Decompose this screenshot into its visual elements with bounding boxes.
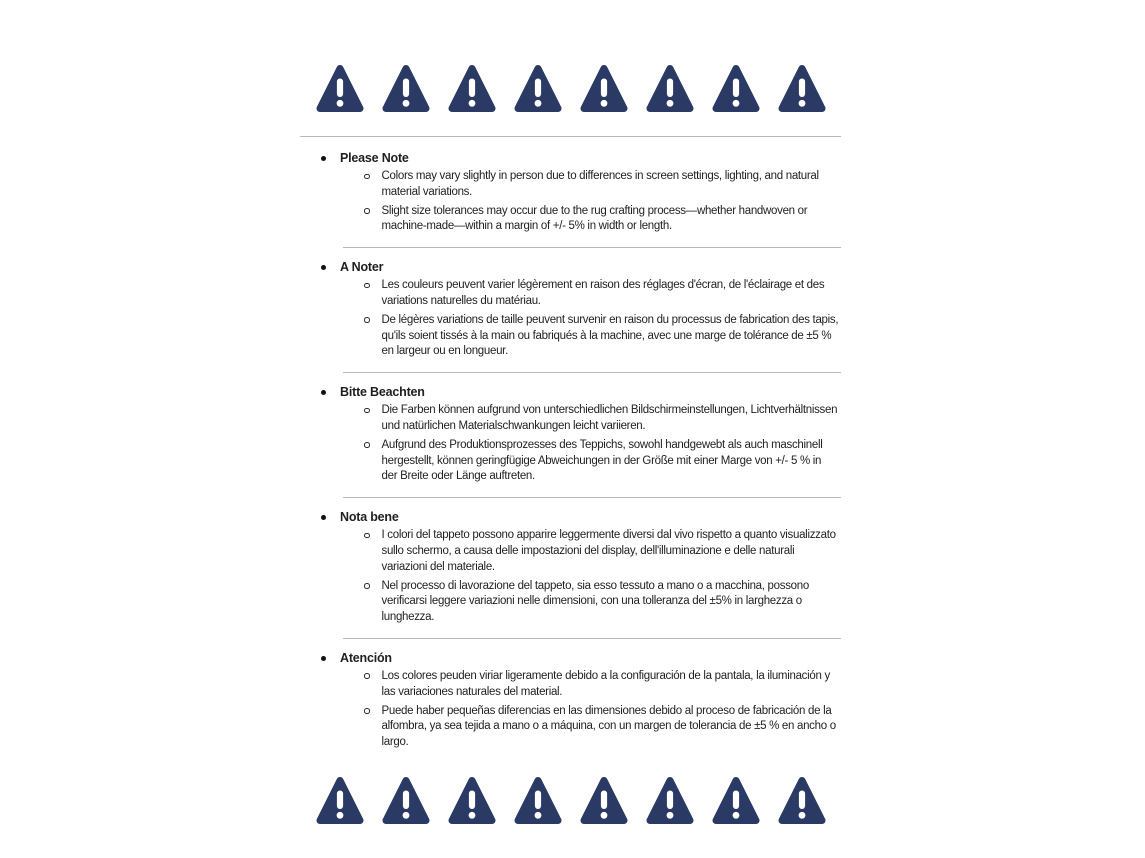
note-text: Colors may vary slightly in person due to differences in screen settings, lighting, and natural material variations. <box>381 170 819 198</box>
circle-bullet-icon <box>364 283 370 289</box>
bullet-icon <box>321 515 326 520</box>
warning-triangle-icon <box>646 62 694 115</box>
bullet-icon <box>321 265 326 270</box>
note-section-german <box>300 385 841 488</box>
warning-triangle-icon <box>448 62 496 115</box>
warning-triangle-icon <box>382 62 430 115</box>
circle-bullet-icon <box>364 208 370 214</box>
circle-bullet-icon <box>364 673 370 679</box>
note-text: Die Farben können aufgrund von unterschiedlichen Bildschirmeinstellungen, Lichtverhältnissen und natürlichen Materialschwankungen leicht variieren. <box>381 404 838 432</box>
section-divider <box>343 638 841 639</box>
note-section-english <box>300 151 841 238</box>
notice-document <box>300 0 841 827</box>
section-heading: Please Note <box>340 151 409 165</box>
circle-bullet-icon <box>364 533 370 539</box>
circle-bullet-icon <box>364 317 370 323</box>
note-section-french <box>300 260 841 363</box>
section-heading: Nota bene <box>340 510 399 525</box>
circle-bullet-icon <box>364 408 370 414</box>
circle-bullet-icon <box>364 708 370 714</box>
warning-triangle-icon <box>712 774 760 827</box>
warning-triangle-icon <box>580 62 628 115</box>
section-divider <box>343 247 841 248</box>
note-text: Los colores peuden viriar ligeramente debido a la configuración de la pantala, la iluminación y las variaciones naturales del material. <box>381 669 830 698</box>
warning-triangle-icon <box>316 62 364 115</box>
section-heading: A Noter <box>340 260 384 275</box>
note-section-italian <box>300 510 841 629</box>
bullet-icon <box>321 156 326 161</box>
note-text: Aufgrund des Produktionsprozesses des Teppichs, sowohl handgewebt als auch maschinell hergestellt, können geringfügige Abweichungen in der Größe mit einer Marge von +/- 5 % in der Breite oder Länge auftreten. <box>381 438 823 483</box>
bullet-icon <box>321 656 326 661</box>
note-text: De légères variations de taille peuvent survenir en raison du processus de fabrication des tapis, qu'ils soient tissés à la main ou fabriqués à la machine, avec une marge de tolérance de ±5 % en largeur ou en longueur. <box>381 313 839 358</box>
circle-bullet-icon <box>364 442 370 448</box>
warning-triangle-icon <box>778 774 826 827</box>
section-heading: Atención <box>340 650 392 665</box>
warning-triangle-icon <box>580 774 628 827</box>
warning-triangle-icon <box>514 62 562 115</box>
warning-triangle-icon <box>712 62 760 115</box>
top-divider <box>300 136 841 137</box>
warning-triangle-icon <box>514 774 562 827</box>
note-text: Puede haber pequeñas diferencias en las dimensiones debido al proceso de fabricación de la alfombra, ya sea tejida a mano o a máquina, con un margen de tolerancia de ±5 % en ancho o largo. <box>381 704 836 749</box>
section-heading: Bitte Beachten <box>340 385 425 400</box>
warning-triangle-icon <box>316 774 364 827</box>
section-divider <box>343 372 841 373</box>
circle-bullet-icon <box>364 174 370 180</box>
note-text: Slight size tolerances may occur due to the rug crafting process—whether handwoven or machine-made—within a margin of +/- 5% in width or length. <box>381 204 808 233</box>
note-text: Nel processo di lavorazione del tappeto, sia esso tessuto a mano o a macchina, possono verificarsi leggere variazioni nelle dimensioni, con una tolleranza del ±5% in larghezza o lunghezza. <box>381 579 809 624</box>
warning-triangle-icon <box>778 62 826 115</box>
warning-triangle-icon <box>382 774 430 827</box>
note-text: Les couleurs peuvent varier légèrement en raison des réglages d'écran, de l'éclairage et des variations naturelles du matériau. <box>381 279 825 307</box>
warning-triangle-icon <box>448 774 496 827</box>
note-text: I colori del tappeto possono apparire leggermente diversi dal vivo rispetto a quanto visualizzato sullo schermo, a causa delle impostazioni del display, dell'illuminazione e delle naturali variazioni del materiale. <box>381 529 836 573</box>
warning-banner-bottom <box>300 774 841 827</box>
warning-banner-top <box>300 62 841 115</box>
warning-triangle-icon <box>646 774 694 827</box>
bullet-icon <box>321 390 326 395</box>
section-divider <box>343 497 841 498</box>
circle-bullet-icon <box>364 583 370 589</box>
note-section-spanish <box>300 651 841 754</box>
